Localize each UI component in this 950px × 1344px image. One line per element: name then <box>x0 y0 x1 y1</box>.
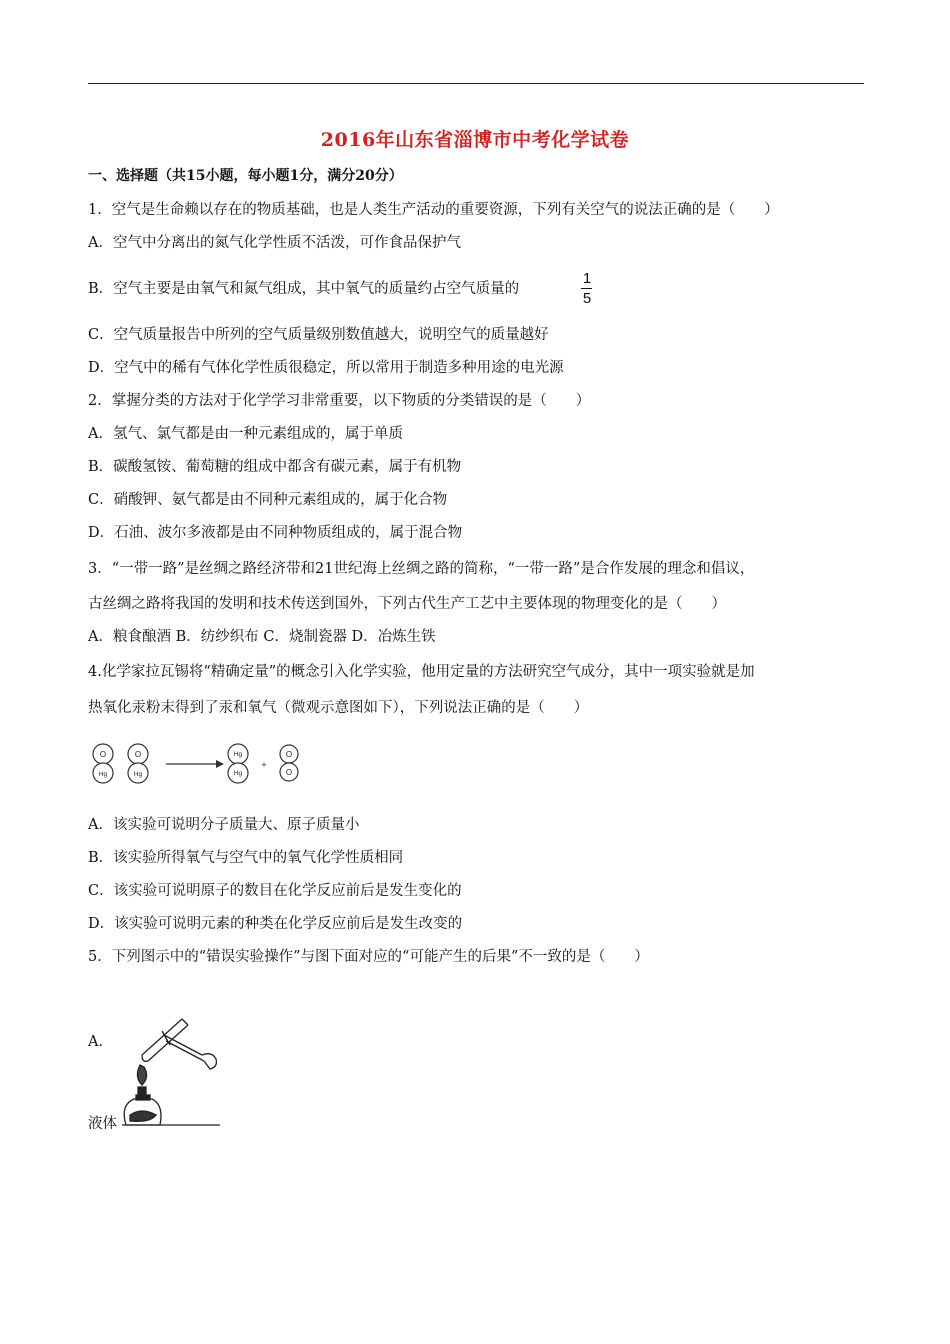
q4-option-c: C．该实验可说明原子的数目在化学反应前后是发生变化的 <box>88 883 462 899</box>
section-heading: 一、选择题（共15小题，每小题1分，满分20分） <box>88 168 403 184</box>
q1-option-a: A．空气中分离出的氮气化学性质不活泼，可作食品保护气 <box>88 235 461 251</box>
q2-option-d: D．石油、波尔多液都是由不同种物质组成的，属于混合物 <box>88 525 463 541</box>
q4-stem-line1: 4.化学家拉瓦锡将“精确定量”的概念引入化学实验，他用定量的方法研究空气成分，其中一项实验就是加 <box>88 664 755 680</box>
atom-label-hg: Hg <box>98 771 108 778</box>
q4-option-a: A．该实验可说明分子质量大、原子质量小 <box>88 817 360 833</box>
q4-stem-line2: 热氧化汞粉末得到了汞和氧气（微观示意图如下），下列说法正确的是（ ） <box>88 700 589 716</box>
reaction-diagram <box>88 740 308 790</box>
test-tube-icon <box>142 1019 188 1061</box>
q1-option-d: D．空气中的稀有气体化学性质很稳定，所以常用于制造多种用途的电光源 <box>88 360 564 376</box>
q1-stem: 1．空气是生命赖以存在的物质基础，也是人类生产活动的重要资源，下列有关空气的说法正确的是（ ） <box>88 202 779 218</box>
fraction-numerator: 1 <box>582 270 592 287</box>
reaction-arrow <box>166 760 224 768</box>
q3-stem-line1: 3．“一带一路”是丝绸之路经济带和21世纪海上丝绸之路的简称，“一带一路”是合作发展的理念和倡议， <box>88 561 755 577</box>
fraction-bar <box>581 288 592 289</box>
atom-label-hg: Hg <box>233 751 243 758</box>
q2-stem: 2．掌握分类的方法对于化学学习非常重要，以下物质的分类错误的是（ ） <box>88 393 591 409</box>
o2-molecule <box>280 745 298 781</box>
atom-label-o: O <box>285 750 293 759</box>
hg-atoms <box>228 744 248 783</box>
q2-option-b: B．碳酸氢铵、葡萄糖的组成中都含有碳元素，属于有机物 <box>88 459 462 475</box>
q2-option-c: C．硝酸钾、氨气都是由不同种元素组成的，属于化合物 <box>88 492 448 508</box>
flame-icon <box>137 1065 146 1097</box>
q1-option-c: C．空气质量报告中所列的空气质量级别数值越大，说明空气的质量越好 <box>88 327 549 343</box>
tube-holder-icon <box>162 1031 216 1069</box>
atom-label-o: O <box>99 750 107 759</box>
atom-label-hg: Hg <box>133 771 143 778</box>
q5-option-a-caption: 液体 <box>88 1116 117 1132</box>
hgo-molecule-2 <box>128 744 148 783</box>
q5-stem: 5．下列图示中的“错误实验操作”与图下面对应的“可能产生的后果”不一致的是（ ） <box>88 949 649 965</box>
q5-option-a-label: A． <box>88 1034 113 1050</box>
header-rule <box>88 83 864 84</box>
q4-option-b: B．该实验所得氧气与空气中的氧气化学性质相同 <box>88 850 404 866</box>
plus-sign: + <box>261 760 267 770</box>
q4-option-d: D．该实验可说明元素的种类在化学反应前后是发生改变的 <box>88 916 463 932</box>
atom-label-o: O <box>134 750 142 759</box>
q2-option-a: A．氢气、氯气都是由一种元素组成的，属于单质 <box>88 426 403 442</box>
alcohol-lamp-icon <box>122 1095 220 1125</box>
q1-option-b: B．空气主要是由氧气和氮气组成，其中氧气的质量约占空气质量的 <box>88 281 520 297</box>
q3-options: A．粮食酿酒 B．纺纱织布 C．烧制瓷器 D．冶炼生铁 <box>88 629 436 645</box>
lab-apparatus-illustration <box>120 1015 224 1133</box>
hgo-molecule-1 <box>93 744 113 783</box>
page-title: 2016年山东省淄博市中考化学试卷 <box>320 129 630 151</box>
fraction-denominator: 5 <box>582 290 592 307</box>
atom-label-o: O <box>285 768 293 777</box>
atom-label-hg: Hg <box>233 770 243 777</box>
q3-stem-line2: 古丝绸之路将我国的发明和技术传送到国外，下列古代生产工艺中主要体现的物理变化的是（ ） <box>88 596 726 612</box>
